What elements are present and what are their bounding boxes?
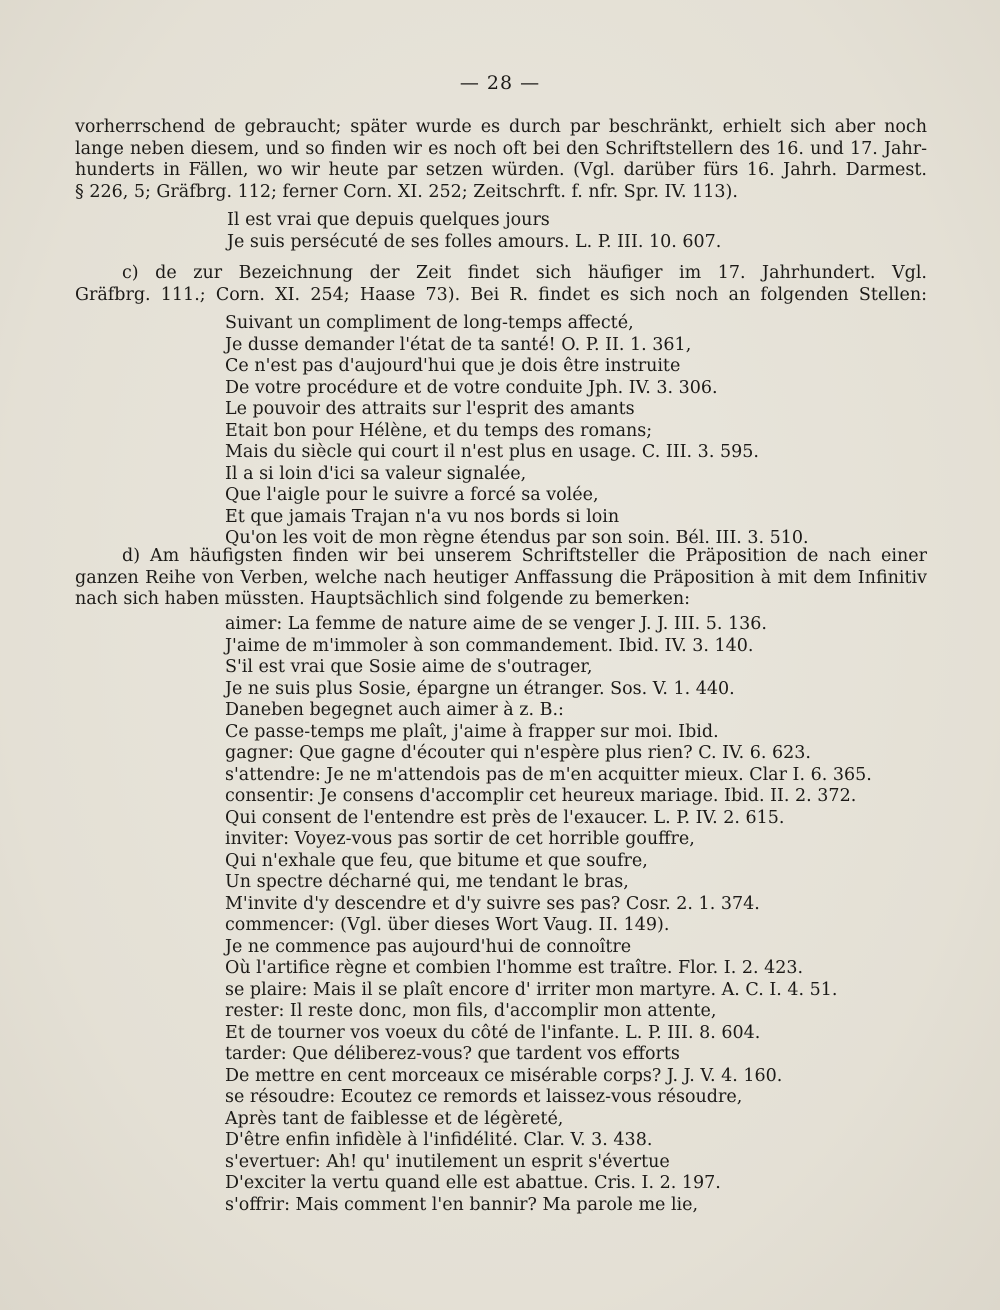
- example-line: Après tant de faiblesse et de légèreté,: [225, 1108, 564, 1129]
- example-line: D'être enfin infidèle à l'infidélité. Clar. V. 3. 438.: [225, 1130, 653, 1150]
- example-line: commencer: (Vgl. über dieses Wort Vaug. II. 149).: [225, 915, 670, 935]
- example-line: s'evertuer: Ah! qu' inutilement un esprit s'évertue: [225, 1151, 670, 1172]
- paragraph-c: [75, 263, 927, 306]
- text-line: vorherrschend de gebraucht; später wurde es durch par beschränkt, erhielt sich aber noch: [75, 117, 927, 137]
- example-line: consentir: Je consens d'accomplir cet heureux mariage. Ibid. II. 2. 372.: [225, 786, 857, 806]
- example-line: Ce passe-temps me plaît, j'aime à frapper sur moi. Ibid.: [225, 721, 719, 742]
- text-line: d) Am häufigsten finden wir bei unserem Schriftsteller die Präposition de nach einer: [122, 546, 927, 566]
- example-line: tarder: Que déliberez-vous? que tardent vos efforts: [225, 1044, 680, 1064]
- paragraph-d: [75, 546, 927, 611]
- example-line: Où l'artifice règne et combien l'homme est traître. Flor. I. 2. 423.: [225, 958, 804, 978]
- page-number: — 28 —: [459, 72, 541, 94]
- example-line: se résoudre: Ecoutez ce remords et laissez-vous résoudre,: [225, 1087, 743, 1107]
- verse-line: Je dusse demander l'état de ta santé! O. P. II. 1. 361,: [225, 334, 692, 355]
- example-line: s'attendre: Je ne m'attendois pas de m'en acquitter mieux. Clar I. 6. 365.: [225, 764, 872, 785]
- example-line: Et de tourner vos voeux du côté de l'infante. L. P. III. 8. 604.: [225, 1022, 761, 1043]
- verse-line: Suivant un compliment de long-temps affecté,: [225, 313, 634, 333]
- verse-line: Le pouvoir des attraits sur l'esprit des amants: [225, 399, 635, 419]
- verse-line: Je suis persécuté de ses folles amours. L. P. III. 10. 607.: [227, 231, 722, 252]
- example-line: De mettre en cent morceaux ce misérable corps? J. J. V. 4. 160.: [225, 1065, 783, 1086]
- example-line: inviter: Voyez-vous pas sortir de cet horrible gouffre,: [225, 829, 695, 849]
- text-line: c) de zur Bezeichnung der Zeit findet sich häufiger im 17. Jahrhundert. Vgl.: [122, 263, 927, 283]
- example-line: rester: Il reste donc, mon fils, d'accomplir mon attente,: [225, 1001, 717, 1021]
- verse-line: Il a si loin d'ici sa valeur signalée,: [225, 463, 527, 484]
- text-line: ganzen Reihe von Verben, welche nach heutiger Anffassung die Präposition à mit dem Infinitiv: [75, 567, 927, 588]
- quote-block-c: [75, 313, 927, 550]
- example-line: J'aime de m'immoler à son commandement. Ibid. IV. 3. 140.: [225, 635, 754, 656]
- example-line: s'offrir: Mais comment l'en bannir? Ma parole me lie,: [225, 1194, 699, 1215]
- verse-line: Ce n'est pas d'aujourd'hui que je dois être instruite: [225, 356, 681, 376]
- examples-d: [75, 614, 927, 1216]
- example-line: gagner: Que gagne d'écouter qui n'espère plus rien? C. IV. 6. 623.: [225, 743, 811, 763]
- verse-line: Etait bon pour Hélène, et du temps des romans;: [225, 420, 653, 441]
- verse-line: Et que jamais Trajan n'a vu nos bords si loin: [225, 506, 620, 527]
- text-line: § 226, 5; Gräfbrg. 112; ferner Corn. XI. 252; Zeitschrft. f. nfr. Spr. IV. 113).: [75, 181, 738, 202]
- example-line: aimer: La femme de nature aime de se venger J. J. III. 5. 136.: [225, 614, 767, 634]
- example-line: M'invite d'y descendre et d'y suivre ses pas? Cosr. 2. 1. 374.: [225, 893, 760, 914]
- text-line: Gräfbrg. 111.; Corn. XI. 254; Haase 73). Bei R. findet es sich noch an folgenden Stellen:: [75, 284, 927, 305]
- verse-line: Que l'aigle pour le suivre a forcé sa volée,: [225, 485, 599, 505]
- verse-line: De votre procédure et de votre conduite Jph. IV. 3. 306.: [225, 377, 718, 398]
- paragraph-top: [75, 117, 927, 203]
- example-line: Daneben begegnet auch aimer à z. B.:: [225, 700, 564, 720]
- quote-block-b: [75, 210, 927, 253]
- example-line: Je ne suis plus Sosie, épargne un étranger. Sos. V. 1. 440.: [225, 678, 735, 699]
- text-line: lange neben diesem, und so finden wir es noch oft bei den Schriftstellern des 16. und 17. Jahr-: [75, 138, 927, 159]
- example-line: se plaire: Mais il se plaît encore d' irriter mon martyre. A. C. I. 4. 51.: [225, 979, 838, 1000]
- text-line: nach sich haben müssten. Hauptsächlich sind folgende zu bemerken:: [75, 589, 691, 609]
- example-line: Je ne commence pas aujourd'hui de connoître: [225, 936, 632, 957]
- example-line: Un spectre décharné qui, me tendant le bras,: [225, 872, 629, 892]
- example-line: S'il est vrai que Sosie aime de s'outrager,: [225, 657, 593, 677]
- example-line: Qui consent de l'entendre est près de l'exaucer. L. P. IV. 2. 615.: [225, 807, 785, 828]
- text-line: hunderts in Fällen, wo wir heute par setzen würden. (Vgl. darüber fürs 16. Jahrh. Darmest.: [75, 160, 927, 180]
- example-line: D'exciter la vertu quand elle est abattue. Cris. I. 2. 197.: [225, 1173, 721, 1193]
- example-line: Qui n'exhale que feu, que bitume et que soufre,: [225, 850, 648, 871]
- verse-line: Qu'on les voit de mon règne étendus par son soin. Bél. III. 3. 510.: [225, 528, 809, 548]
- verse-line: Mais du siècle qui court il n'est plus en usage. C. III. 3. 595.: [225, 442, 759, 462]
- verse-line: Il est vrai que depuis quelques jours: [227, 210, 550, 230]
